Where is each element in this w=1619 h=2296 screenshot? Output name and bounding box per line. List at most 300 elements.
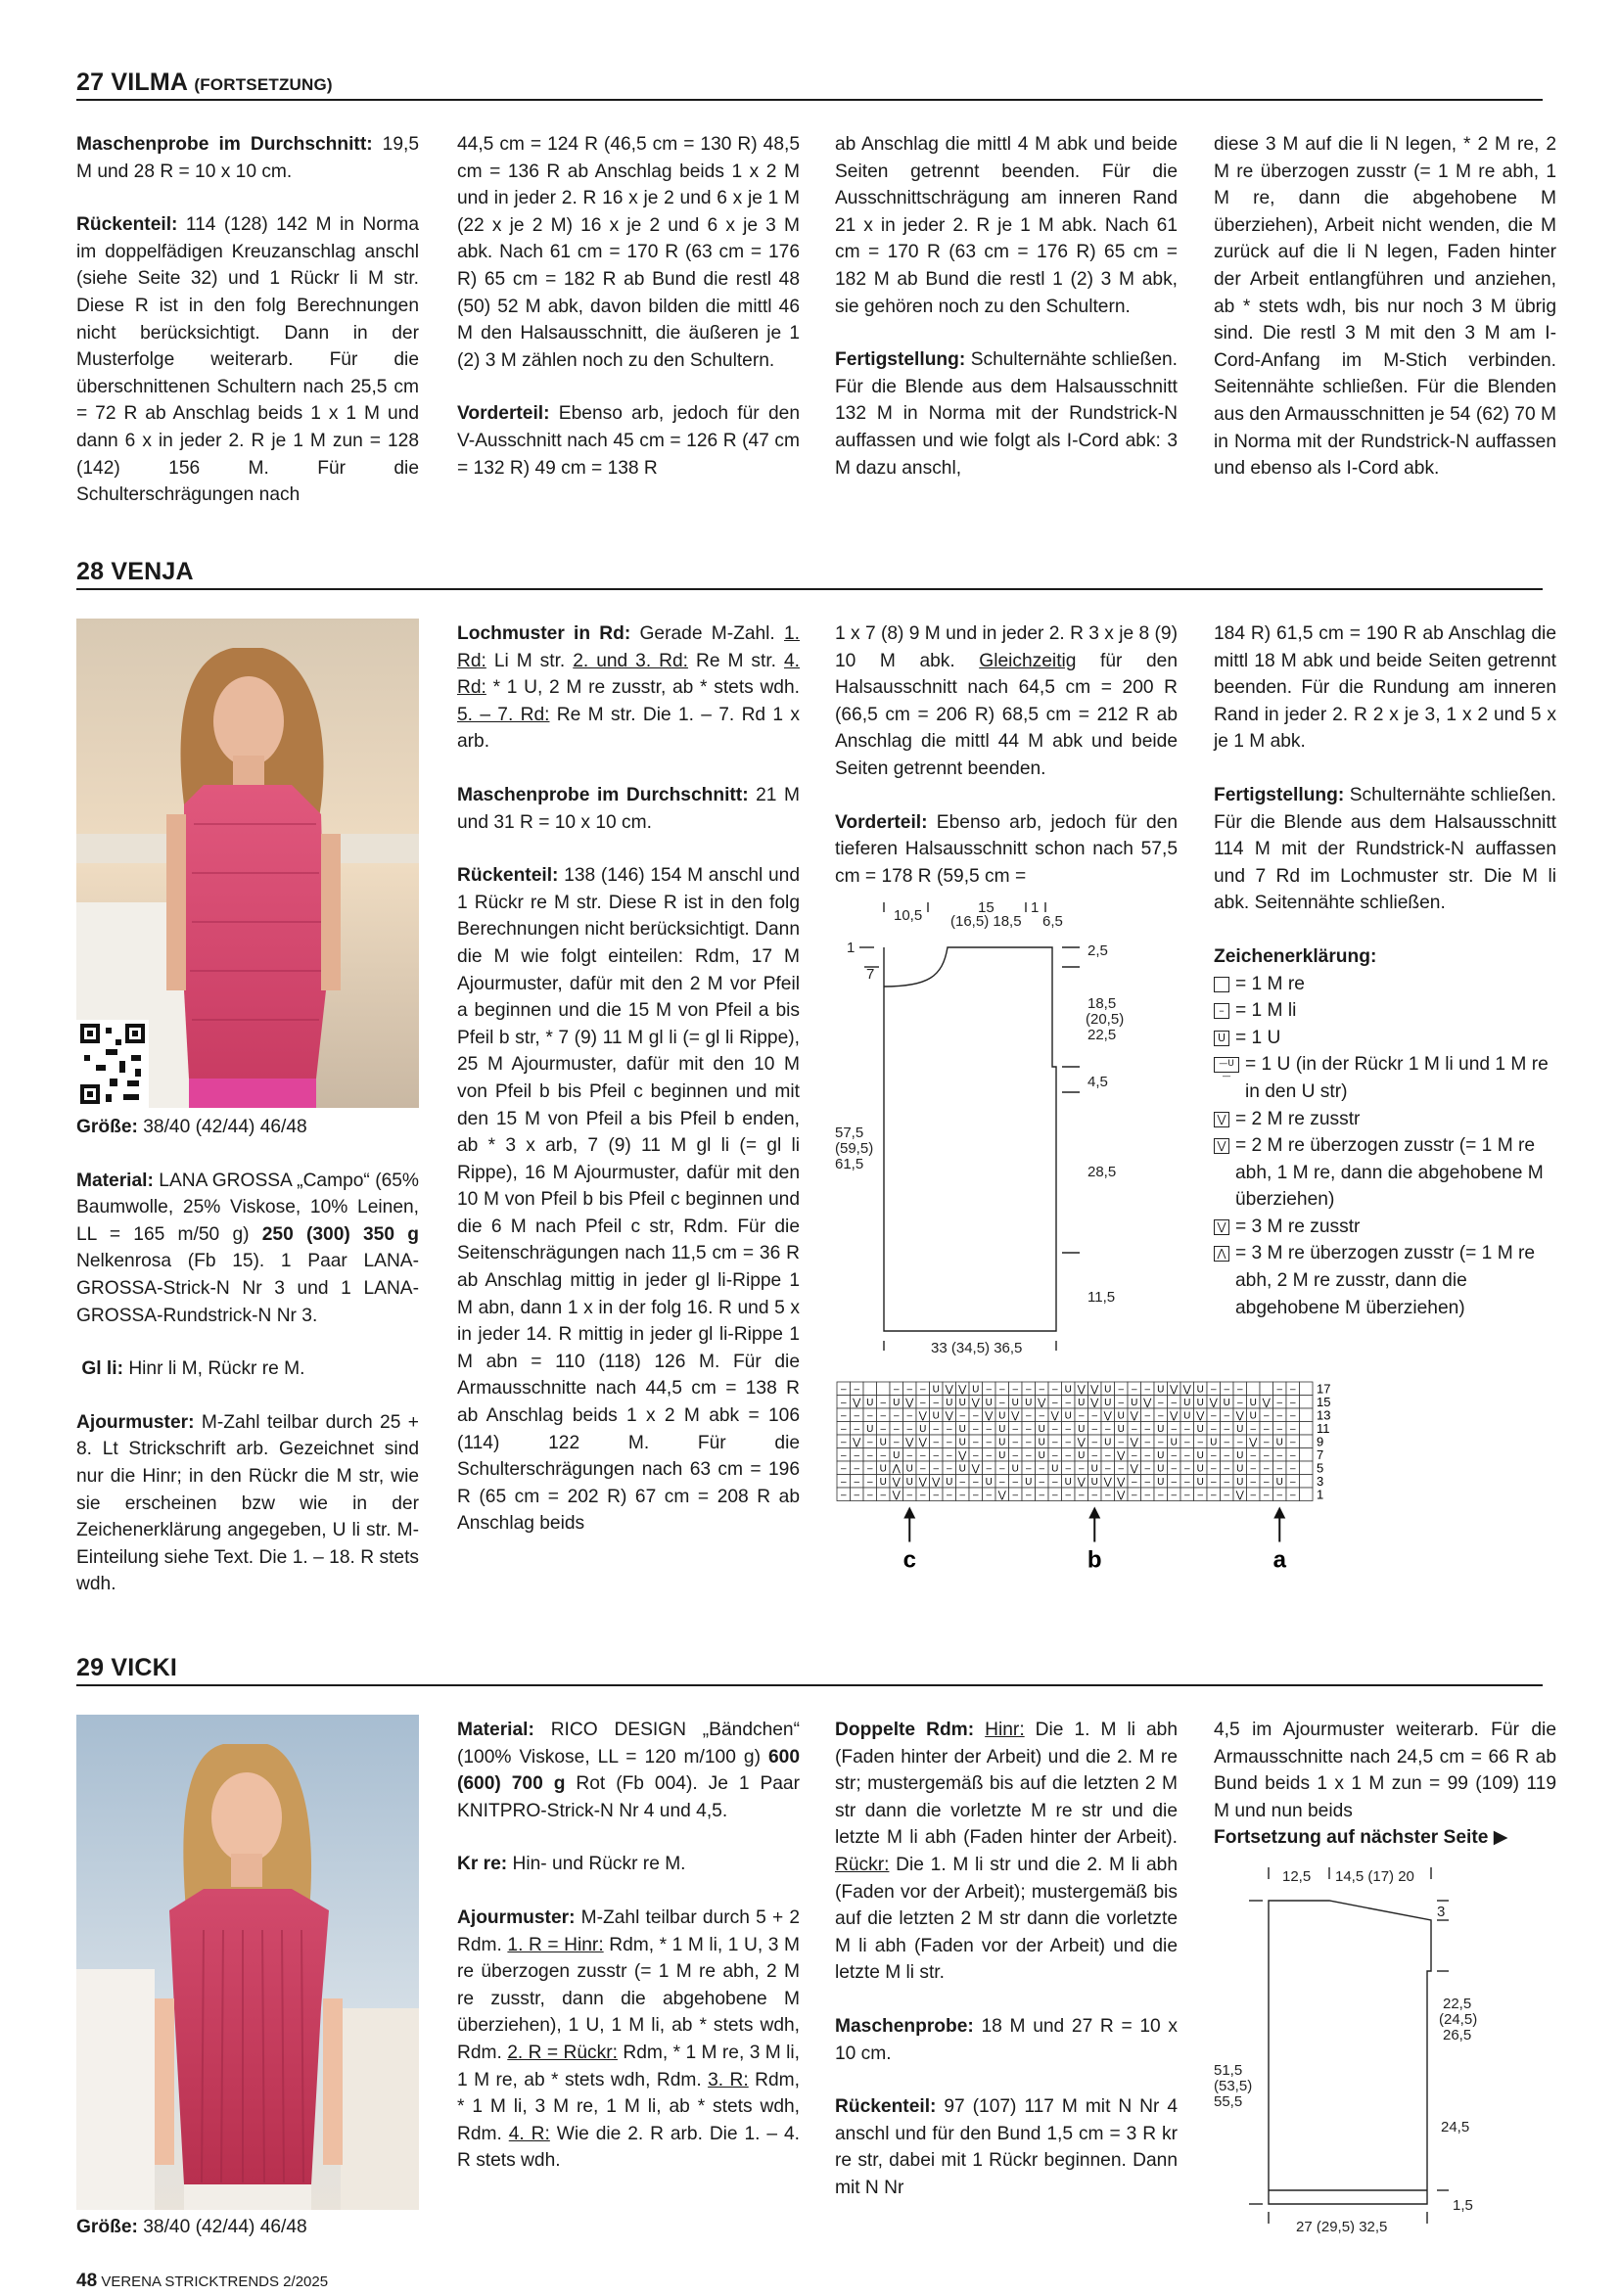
- label: Ajourmuster:: [76, 1411, 195, 1433]
- label: Vorderteil:: [835, 811, 928, 833]
- chart-symbol: U: [946, 1398, 953, 1408]
- chart-symbol: U: [946, 1477, 953, 1488]
- text: 97 (107) 117 M mit N Nr 4 anschl und für den Bund 1,5 cm = 3 R kr re str, dabei mit 1 Rückr beginnen. Dann mit N Nr: [835, 2096, 1178, 2198]
- chart-symbol: ⋁: [945, 1384, 953, 1396]
- text: 138 (146) 154 M anschl und 1 Rückr re M str. Diese R ist in den folg Berechnungen nicht berücksichtigt. Dann die M wie folgt einteilen: Rdm, 17 M Ajourmuster, dafür mit den 2 M vor Pfeil a beginnen und die 15 M von Pfeil a bis Pfeil b str, * 7 (9) 11 M gl li (= gl li Rippe), 25 M Ajourmuster, dafür mit den 10 M von Pfeil b bis Pfeil c beginnen und mit den 15 M von Pfeil a bis Pfeil b enden, ab * 3 x arb, 7 (9) 11 M gl li (= gl li Rippe), 16 M Ajourmuster, dafür mit den 10 M von Pfeil b bis Pfeil c beginnen und die 6 M nach Pfeil c str, Rdm. Für die Seitenschrägungen nach 11,5 cm = 36 R ab Anschlag mittig in jeder gl li-Rippe 1 M abn, dann 1 x in der folg 16. R und 5 x in jeder 14. R mittig in jeder gl li-Rippe 1 M abn = 110 (118) 126 M. Für die Armausschnitte nach 44,5 cm = 138 R ab Anschlag beids 1 x 2 M abk = 106 (114) 122 M. Für die Schulterschrägungen nach 63 cm = 196 R (65 cm = 202 R) 67 cm = 208 R ab Anschlag beids: [457, 865, 800, 1535]
- legend-row: [1214, 1051, 1556, 1105]
- chart-symbol: –: [1065, 1437, 1072, 1448]
- chart-symbol: –: [1131, 1424, 1137, 1435]
- legend-text: = 3 M re überzogen zusstr (= 1 M re abh, 2 M re zusstr, dann die abgehobene M überziehen): [1235, 1243, 1536, 1318]
- chart-symbol: ⋁: [1235, 1410, 1244, 1422]
- chart-symbol: –: [919, 1490, 926, 1501]
- chart-symbol: U: [998, 1410, 1006, 1422]
- chart-symbol: U: [1078, 1450, 1086, 1461]
- chart-symbol: –: [854, 1463, 860, 1475]
- s28-col2: [457, 620, 800, 1538]
- chart-symbol: ⋁: [1130, 1463, 1138, 1475]
- chart-symbol: –: [906, 1450, 913, 1461]
- dim-14-5: 14,5 (17) 20: [1335, 1868, 1414, 1885]
- chart-symbol: –: [1289, 1463, 1296, 1475]
- label: Rückenteil:: [457, 865, 559, 887]
- chart-symbol: –: [1250, 1450, 1257, 1461]
- row-number: 15: [1317, 1395, 1331, 1409]
- chart-symbol: –: [1118, 1437, 1125, 1448]
- chart-symbol: ⋁: [1249, 1437, 1258, 1448]
- label: Maschenprobe im Durchschnitt:: [76, 134, 373, 155]
- chart-symbol: –: [1065, 1463, 1072, 1475]
- chart-symbol: –: [1104, 1450, 1111, 1461]
- text: 2. R = Rückr:: [507, 2042, 618, 2063]
- chart-symbol: U: [1117, 1410, 1125, 1422]
- dim-24-5c: 24,5: [1441, 2119, 1470, 2135]
- text: M-Zahl teilbar durch 5 + 2 Rdm.: [457, 1906, 800, 1955]
- chart-symbol: –: [1276, 1490, 1283, 1501]
- chart-symbol: U: [879, 1463, 887, 1475]
- chart-cell: [1300, 1461, 1314, 1475]
- dim-55-5: 55,5: [1214, 2093, 1243, 2110]
- chart-symbol: U: [1249, 1398, 1257, 1408]
- legend-row: [1214, 1106, 1556, 1133]
- legend-text: = 2 M re zusstr: [1235, 1108, 1361, 1129]
- chart-symbol: –: [1118, 1384, 1125, 1396]
- chart-symbol: –: [1183, 1477, 1190, 1488]
- chart-symbol: –: [946, 1424, 952, 1435]
- label: Maschenprobe:: [835, 2015, 974, 2037]
- chart-symbol: U: [1157, 1477, 1165, 1488]
- amount: 600 (600) 700 g: [457, 1746, 800, 1795]
- dim-22-5b: 22,5: [1443, 1996, 1472, 2012]
- chart-symbol: –: [1091, 1424, 1098, 1435]
- dim-11-5: 11,5: [1087, 1289, 1116, 1306]
- chart-symbol: –: [893, 1384, 900, 1396]
- chart-symbol: –: [1197, 1437, 1204, 1448]
- dim-18-5: 18,5: [1087, 995, 1117, 1012]
- chart-symbol: –: [1210, 1477, 1217, 1488]
- dim-51-5: 51,5: [1214, 2062, 1243, 2079]
- chart-symbol: –: [986, 1450, 993, 1461]
- chart-symbol: –: [906, 1490, 913, 1501]
- text: Re M str. Die 1. – 7. Rd 1 x arb.: [457, 704, 800, 753]
- label: Lochmuster in Rd:: [457, 623, 631, 644]
- text: Hinr:: [985, 1720, 1025, 1740]
- chart-symbol: ⋁: [918, 1477, 927, 1488]
- chart-symbol: –: [1183, 1463, 1190, 1475]
- chart-symbol: –: [1210, 1463, 1217, 1475]
- chart-symbol: U: [1157, 1463, 1165, 1475]
- text: * 1 U, 2 M re zusstr, ab * stets wdh.: [486, 677, 800, 699]
- chart-symbol: –: [1250, 1490, 1257, 1501]
- chart-symbol: –: [1078, 1490, 1085, 1501]
- chart-symbol: –: [1276, 1424, 1283, 1435]
- chart-symbol: U: [1104, 1437, 1112, 1448]
- chart-symbol: U: [1170, 1437, 1178, 1448]
- chart-symbol: –: [840, 1463, 847, 1475]
- chart-symbol: –: [1263, 1437, 1270, 1448]
- dim-6-5: 6,5: [1042, 913, 1063, 930]
- text: für den Halsausschnitt nach 64,5 cm = 200 R (66,5 cm = 206 R) 68,5 cm = 212 R ab Anschlag die mittl 44 M abk und beide Seiten getrennt beenden.: [835, 650, 1178, 779]
- chart-symbol: U: [1236, 1424, 1244, 1435]
- chart-symbol: –: [1051, 1490, 1058, 1501]
- chart-symbol: –: [1025, 1437, 1032, 1448]
- chart-symbol: –: [972, 1477, 979, 1488]
- chart-symbol: U: [985, 1477, 993, 1488]
- legend-text: = 1 M re: [1235, 973, 1305, 994]
- chart-symbol: ⋁: [958, 1384, 967, 1396]
- chart-symbol: ⋁: [1130, 1410, 1138, 1422]
- chart-symbol: –: [1224, 1410, 1230, 1422]
- chart-symbol: –: [1025, 1490, 1032, 1501]
- chart-symbol: ⋁: [1103, 1410, 1112, 1422]
- chart-symbol: ⋁: [1235, 1490, 1244, 1501]
- chart-symbol: –: [906, 1410, 913, 1422]
- chart-symbol: U: [998, 1424, 1006, 1435]
- label: Maschenprobe im Durchschnitt:: [457, 784, 749, 805]
- text: Die 1. M li abh (Faden hinter der Arbeit) und die 2. M re str; mustergemäß bis auf die letzten 2 M str dann die vorletzte M re str und die letzte M li abh (Faden hinter der Arbeit).: [835, 1720, 1178, 1849]
- chart-symbol: –: [1224, 1384, 1230, 1396]
- chart-symbol: U: [1196, 1398, 1204, 1408]
- dim-left-7: 7: [866, 966, 875, 983]
- chart-symbol: –: [840, 1398, 847, 1408]
- chart-symbol: –: [1263, 1463, 1270, 1475]
- chart-symbol: –: [1104, 1463, 1111, 1475]
- chart-arrow-head: [1088, 1507, 1100, 1519]
- label: Größe:: [76, 1117, 138, 1137]
- chart-symbol: –: [919, 1463, 926, 1475]
- chart-symbol: –: [972, 1410, 979, 1422]
- chart-symbol: –: [1210, 1384, 1217, 1396]
- chart-symbol: –: [933, 1398, 940, 1408]
- chart-cell: [877, 1382, 891, 1396]
- chart-symbol: –: [1078, 1410, 1085, 1422]
- text: Li M str.: [486, 650, 574, 671]
- chart-symbol: –: [1039, 1410, 1045, 1422]
- chart-cell: [1300, 1488, 1314, 1501]
- label: Gl li:: [81, 1358, 123, 1380]
- text: 44,5 cm = 124 R (46,5 cm = 130 R) 48,5 cm = 136 R ab Anschlag beids 1 x 2 M und in jeder 2. R 16 x je 2 und 6 x je 1 M (22 x je 2 M) 16 x je 2 und 6 x je 3 M abk. Nach 61 cm = 170 R (63 cm = 176 R) 65 cm = 182 R ab Bund die restl 48 (50) 52 M abk, davon bilden die mittl 46 M den Halsausschnitt, die äußeren je 1 (2) 3 M zählen noch zu den Schultern.: [457, 134, 800, 371]
- chart-symbol: U: [1223, 1398, 1230, 1408]
- text: Gerade M-Zahl.: [630, 623, 784, 644]
- chart-cell: [1247, 1382, 1261, 1396]
- chart-symbol: –: [1157, 1398, 1164, 1408]
- text: Wie die 2. R arb. Die 1. – 4. R stets wdh.: [457, 2123, 800, 2172]
- chart-symbol: U: [905, 1477, 913, 1488]
- chart-symbol: –: [1012, 1450, 1019, 1461]
- chart-symbol: –: [986, 1463, 993, 1475]
- chart-symbol: ⋁: [1143, 1398, 1152, 1408]
- chart-symbol: ⋁: [997, 1490, 1006, 1501]
- chart-symbol: –: [854, 1410, 860, 1422]
- title-28: 28 VENJA: [76, 558, 194, 585]
- chart-symbol: ⋁: [971, 1463, 980, 1475]
- chart-arrow-label: c: [902, 1546, 916, 1574]
- chart-symbol: ⋁: [1182, 1384, 1191, 1396]
- chart-symbol: –: [1224, 1424, 1230, 1435]
- chart-symbol: –: [866, 1490, 873, 1501]
- s28-col4: [1214, 620, 1556, 1321]
- chart-symbol: –: [854, 1450, 860, 1461]
- chart-symbol: –: [1224, 1477, 1230, 1488]
- chart-symbol: ⋁: [971, 1398, 980, 1408]
- chart-symbol: –: [1091, 1410, 1098, 1422]
- s27-col1: [76, 131, 419, 509]
- vicki-schematic: [1214, 1861, 1556, 2233]
- s29-col4: [1214, 1717, 1556, 1852]
- text: 38/40 (42/44) 46/48: [137, 1117, 307, 1137]
- chart-symbol: –: [1210, 1410, 1217, 1422]
- chart-symbol: –: [1171, 1424, 1178, 1435]
- text: LANA GROSSA „Campo“ (65% Baumwolle, 25% Viskose, 10% Leinen, LL = 165 m/50 g): [76, 1170, 419, 1245]
- chart-symbol: –: [1144, 1437, 1151, 1448]
- dim-left-1: 1: [847, 940, 856, 956]
- chart-symbol: –: [1276, 1450, 1283, 1461]
- footer: [76, 2271, 328, 2292]
- chart-symbol: –: [998, 1463, 1005, 1475]
- dim-57-5: 57,5: [835, 1125, 864, 1141]
- chart-symbol: –: [1210, 1490, 1217, 1501]
- chart-symbol: –: [866, 1477, 873, 1488]
- chart-symbol: –: [1289, 1424, 1296, 1435]
- chart-symbol: –: [893, 1424, 900, 1435]
- chart-symbol: ⋁: [1117, 1450, 1126, 1461]
- label: Fertigstellung:: [1214, 784, 1345, 805]
- s28-col1: [76, 1114, 419, 1598]
- text: 4. R:: [508, 2123, 550, 2144]
- chart-symbol: U: [1038, 1424, 1045, 1435]
- chart-symbol: –: [1263, 1477, 1270, 1488]
- chart-symbol: –: [1039, 1490, 1045, 1501]
- chart-symbol: ⋁: [1077, 1437, 1086, 1448]
- label: Ajourmuster:: [457, 1906, 576, 1928]
- dim-1-5: 1,5: [1453, 2197, 1473, 2214]
- chart-symbol: –: [840, 1437, 847, 1448]
- chart-symbol: U: [1275, 1477, 1283, 1488]
- section-title-27: [76, 69, 1543, 101]
- label: Fertigstellung:: [835, 349, 966, 371]
- chart-symbol: –: [972, 1450, 979, 1461]
- chart-symbol: U: [958, 1424, 966, 1435]
- chart-symbol: –: [880, 1410, 887, 1422]
- chart-symbol: U: [1090, 1477, 1098, 1488]
- chart-symbol: –: [1118, 1463, 1125, 1475]
- chart-symbol: ⋁: [1038, 1398, 1046, 1408]
- chart-symbol: –: [1144, 1410, 1151, 1422]
- chart-symbol: –: [919, 1450, 926, 1461]
- chart-symbol: –: [1144, 1424, 1151, 1435]
- legend-text: = 2 M re überzogen zusstr (= 1 M re abh, 1 M re, dann die abgehobene M überziehen): [1235, 1135, 1544, 1211]
- legend-text: = 1 U: [1235, 1027, 1281, 1048]
- chart-symbol: –: [986, 1437, 993, 1448]
- chart-symbol: –: [1131, 1477, 1137, 1488]
- legend-text: = 1 U (in der Rückr 1 M li und 1 M re in den U str): [1245, 1054, 1549, 1102]
- chart-symbol: –: [840, 1424, 847, 1435]
- chart-symbol: –: [893, 1410, 900, 1422]
- chart-symbol: U: [1210, 1437, 1218, 1448]
- chart-arrow-head: [903, 1507, 915, 1519]
- chart-symbol: –: [1025, 1450, 1032, 1461]
- chart-symbol: U: [1025, 1477, 1033, 1488]
- chart-symbol: –: [1039, 1477, 1045, 1488]
- chart-symbol: U: [1196, 1450, 1204, 1461]
- chart-symbol: –: [840, 1477, 847, 1488]
- row-number: 5: [1317, 1460, 1324, 1476]
- chart-symbol: –: [854, 1384, 860, 1396]
- title-27: 27 VILMA: [76, 69, 188, 96]
- text: Ebenso arb, jedoch für den tieferen Halsausschnitt schon nach 57,5 cm = 178 R (59,5 cm =: [835, 811, 1178, 887]
- label: Vorderteil:: [457, 403, 550, 425]
- chart-symbol: –: [840, 1384, 847, 1396]
- chart-symbol: U: [879, 1437, 887, 1448]
- chart-symbol: –: [1289, 1410, 1296, 1422]
- chart-symbol: ⋁: [1077, 1384, 1086, 1396]
- chart-symbol: –: [1183, 1490, 1190, 1501]
- chart-symbol: –: [1131, 1490, 1137, 1501]
- s27-col4: [1214, 131, 1556, 482]
- chart-symbol: –: [1025, 1424, 1032, 1435]
- legend-symbol: –: [1214, 1003, 1229, 1019]
- chart-symbol: U: [1183, 1398, 1191, 1408]
- chart-symbol: –: [946, 1463, 952, 1475]
- chart-symbol: –: [1210, 1424, 1217, 1435]
- dim-1: 1: [1031, 900, 1040, 916]
- chart-symbol: –: [1289, 1437, 1296, 1448]
- chart-symbol: –: [1065, 1490, 1072, 1501]
- text: 19,5 M und 28 R = 10 x 10 cm.: [76, 134, 419, 182]
- vicki-photo: [76, 1715, 419, 2210]
- dim-15: 15: [978, 900, 995, 916]
- row-number: 17: [1317, 1381, 1331, 1397]
- chart-symbol: –: [906, 1384, 913, 1396]
- chart-symbol: –: [1157, 1490, 1164, 1501]
- text: 4. Rd:: [457, 650, 800, 699]
- text: Schulternähte schließen. Für die Blende aus dem Halsausschnitt 114 M mit der Rundstrick-N auffassen und 7 Rd im Lochmuster str. Die M li abk. Seitennähte schließen.: [1214, 784, 1556, 914]
- chart-symbol: –: [1012, 1424, 1019, 1435]
- chart-symbol: U: [1051, 1463, 1059, 1475]
- text: Rdm, * 1 M re, 3 M li, 1 M re, ab * stets wdh, Rdm.: [457, 2042, 800, 2090]
- continued-link[interactable]: Fortsetzung auf nächster Seite ▶: [1214, 1827, 1508, 1849]
- chart-symbol: –: [854, 1490, 860, 1501]
- chart-symbol: U: [1104, 1398, 1112, 1408]
- label: Größe:: [76, 2217, 138, 2237]
- text: 114 (128) 142 M in Norma im doppelfädigen Kreuzanschlag anschl (siehe Seite 32) und 1 Rückr li M str. Diese R ist in den folg Berechnungen nicht berücksichtigt. Dann in der Musterfolge weiterarb. Für die überschnittenen Schultern nach 25,5 cm = 72 R ab Anschlag beids 1 x 1 M und dann 6 x in jeder 2. R je 1 M zun = 128 (142) 156 M. Für die Schulterschrägungen nach: [76, 214, 419, 506]
- chart-symbol: ⋁: [945, 1410, 953, 1422]
- chart-symbol: –: [1051, 1450, 1058, 1461]
- chart-symbol: ⋁: [1103, 1477, 1112, 1488]
- chart-symbol: –: [840, 1490, 847, 1501]
- chart-symbol: –: [866, 1463, 873, 1475]
- chart-symbol: ⋁: [853, 1398, 861, 1408]
- chart-symbol: U: [1157, 1450, 1165, 1461]
- chart-symbol: U: [1064, 1410, 1072, 1422]
- chart-symbol: –: [1224, 1437, 1230, 1448]
- chart-symbol: –: [1289, 1450, 1296, 1461]
- chart-symbol: U: [893, 1398, 901, 1408]
- legend-symbol: —U—: [1214, 1057, 1239, 1073]
- chart-arrow-label: a: [1272, 1546, 1286, 1574]
- dim-2-5: 2,5: [1087, 942, 1108, 959]
- legend-symbol: ⋁: [1214, 1112, 1229, 1127]
- vicki-photo-image: [76, 1715, 419, 2210]
- section-title-29: [76, 1654, 1543, 1686]
- chart-symbol: –: [972, 1424, 979, 1435]
- chart-symbol: U: [1196, 1384, 1204, 1396]
- chart-symbol: –: [1104, 1424, 1111, 1435]
- chart-symbol: ⋁: [1196, 1410, 1205, 1422]
- chart-symbol: –: [1183, 1437, 1190, 1448]
- text: 21 M und 31 R = 10 x 10 cm.: [457, 784, 800, 833]
- section-title-28: [76, 558, 1543, 590]
- text: Hin- und Rückr re M.: [507, 1854, 686, 1875]
- chart-symbol: –: [1051, 1384, 1058, 1396]
- label: Doppelte Rdm:: [835, 1720, 975, 1740]
- chart-symbol: –: [933, 1437, 940, 1448]
- chart-symbol: U: [1064, 1384, 1072, 1396]
- venja-photo-image: [76, 619, 419, 1108]
- row-number: 7: [1317, 1447, 1324, 1462]
- chart-symbol: –: [840, 1450, 847, 1461]
- chart-symbol: –: [919, 1398, 926, 1408]
- chart-symbol: U: [866, 1398, 874, 1408]
- chart-symbol: –: [933, 1450, 940, 1461]
- chart-symbol: –: [1236, 1437, 1243, 1448]
- dim-22-5: 22,5: [1087, 1027, 1117, 1043]
- text: Nelkenrosa (Fb 15). 1 Paar LANA-GROSSA-Strick-N Nr 3 und 1 LANA-GROSSA-Rundstrick-N Nr 3.: [76, 1251, 419, 1326]
- chart-cell: [1300, 1422, 1314, 1436]
- text: Hinr li M, Rückr re M.: [122, 1358, 305, 1380]
- chart-symbol: –: [959, 1477, 966, 1488]
- text: Ebenso arb, jedoch für den V-Ausschnitt nach 45 cm = 126 R (47 cm = 132 R) 49 cm = 138 R: [457, 403, 800, 479]
- chart-symbol: –: [1224, 1450, 1230, 1461]
- legend-symbol: U: [1214, 1031, 1229, 1046]
- chart-cell: [863, 1382, 877, 1396]
- legend-row: [1214, 971, 1556, 998]
- chart-symbol: U: [866, 1424, 874, 1435]
- chart-symbol: –: [1039, 1463, 1045, 1475]
- chart-symbol: –: [1157, 1437, 1164, 1448]
- chart-symbol: –: [893, 1437, 900, 1448]
- chart-symbol: –: [1289, 1398, 1296, 1408]
- text: Rdm, * 1 M li, 1 U, 3 M re überzogen zusstr (= 1 M re abh, 2 M re zusstr, dann die abgehobene M überziehen), 1 U, 1 M li, ab * stets wdh, Rdm.: [457, 1934, 800, 2063]
- chart-symbol: –: [854, 1424, 860, 1435]
- chart-symbol: –: [1104, 1490, 1111, 1501]
- legend-row: [1214, 1025, 1556, 1052]
- chart-symbol: –: [1250, 1463, 1257, 1475]
- title-29: 29 VICKI: [76, 1654, 178, 1681]
- chart-symbol: –: [1263, 1490, 1270, 1501]
- legend-title: Zeichenerklärung:: [1214, 945, 1377, 967]
- chart-symbol: U: [1236, 1463, 1244, 1475]
- row-number: 1: [1317, 1487, 1324, 1502]
- chart-symbol: –: [998, 1398, 1005, 1408]
- chart-symbol: –: [1171, 1463, 1178, 1475]
- chart-symbol: ⋁: [1117, 1490, 1126, 1501]
- chart-symbol: –: [946, 1437, 952, 1448]
- chart-symbol: –: [866, 1450, 873, 1461]
- chart-symbol: –: [1091, 1490, 1098, 1501]
- chart-symbol: –: [959, 1490, 966, 1501]
- text: Rückr:: [835, 1854, 890, 1875]
- chart-symbol: –: [1012, 1490, 1019, 1501]
- text: 3. R:: [708, 2069, 749, 2090]
- chart-symbol: –: [880, 1490, 887, 1501]
- chart-symbol: U: [1249, 1410, 1257, 1422]
- legend-row: [1214, 1132, 1556, 1214]
- subtitle-27: (FORTSETZUNG): [194, 75, 333, 94]
- legend-row: [1214, 997, 1556, 1025]
- chart-symbol: ⋁: [918, 1437, 927, 1448]
- dim-4-5: 4,5: [1087, 1074, 1108, 1090]
- magazine-name: VERENA STRICKTRENDS 2/2025: [101, 2273, 329, 2290]
- chart-symbol: ⋁: [918, 1410, 927, 1422]
